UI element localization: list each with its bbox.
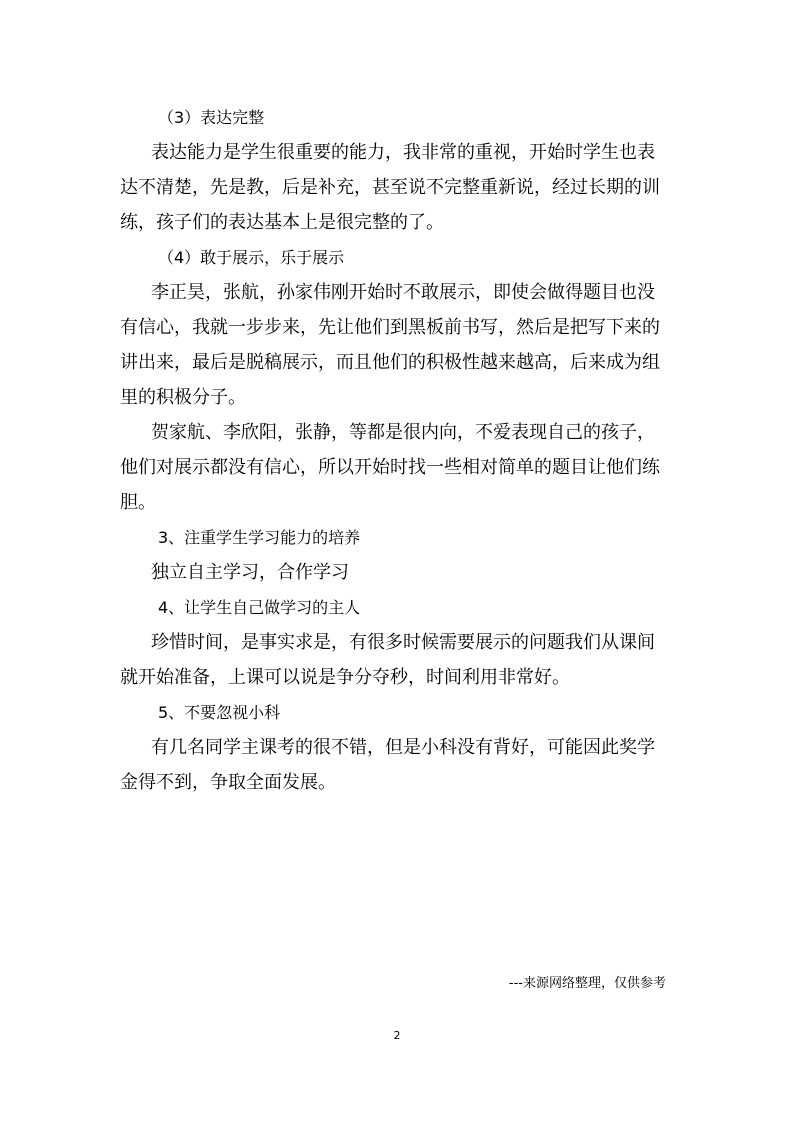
heading-minor-subjects: 5、不要忽视小科 [158, 703, 281, 722]
paragraph-students-showing [120, 275, 680, 415]
document-body [120, 100, 680, 800]
paragraph-line: 有几名同学主课考的很不错，但是小科没有背好，可能因此奖学 [151, 737, 655, 758]
heading-learning-ability: 3、注重学生学习能力的培养 [158, 528, 361, 547]
paragraph-line: 珍惜时间，是事实求是，有很多时候需要展示的问题我们从课间 [151, 632, 655, 653]
paragraph-line: 独立自主学习，合作学习 [151, 562, 349, 583]
paragraph-line: 贺家航、李欣阳，张静，等都是很内向，不爱表现自己的孩子， [151, 422, 655, 443]
heading-dare-to-show: （4）敢于展示，乐于展示 [158, 248, 345, 267]
paragraph-line: 金得不到，争取全面发展。 [120, 772, 336, 793]
heading-student-ownership: 4、让学生自己做学习的主人 [158, 598, 361, 617]
paragraph-line: 达不清楚，先是教，后是补充，甚至说不完整重新说，经过长期的训 [120, 177, 660, 198]
page-number: 2 [393, 1029, 401, 1042]
paragraph-line: 就开始准备，上课可以说是争分夺秒，时间利用非常好。 [120, 667, 570, 688]
heading-expression-complete: （3）表达完整 [158, 108, 265, 127]
paragraph-introverted-students [120, 415, 680, 520]
paragraph-minor-subjects [120, 730, 680, 800]
paragraph-line: 李正昊，张航，孙家伟刚开始时不敢展示，即使会做得题目也没 [151, 282, 655, 303]
paragraph-cherish-time [120, 625, 680, 695]
paragraph-line: 练，孩子们的表达基本上是很完整的了。 [120, 212, 444, 233]
paragraph-line: 胆。 [120, 492, 156, 513]
paragraph-line: 他们对展示都没有信心，所以开始时找一些相对简单的题目让他们练 [120, 457, 660, 478]
paragraph-line: 里的积极分子。 [120, 387, 246, 408]
source-note: ---来源网络整理，仅供参考 [508, 976, 666, 991]
paragraph-expression-ability [120, 135, 680, 240]
paragraph-independent-learning [120, 555, 680, 590]
paragraph-line: 讲出来，最后是脱稿展示，而且他们的积极性越来越高，后来成为组 [120, 352, 660, 373]
paragraph-line: 表达能力是学生很重要的能力，我非常的重视，开始时学生也表 [151, 142, 655, 163]
paragraph-line: 有信心，我就一步步来，先让他们到黑板前书写，然后是把写下来的 [120, 317, 660, 338]
